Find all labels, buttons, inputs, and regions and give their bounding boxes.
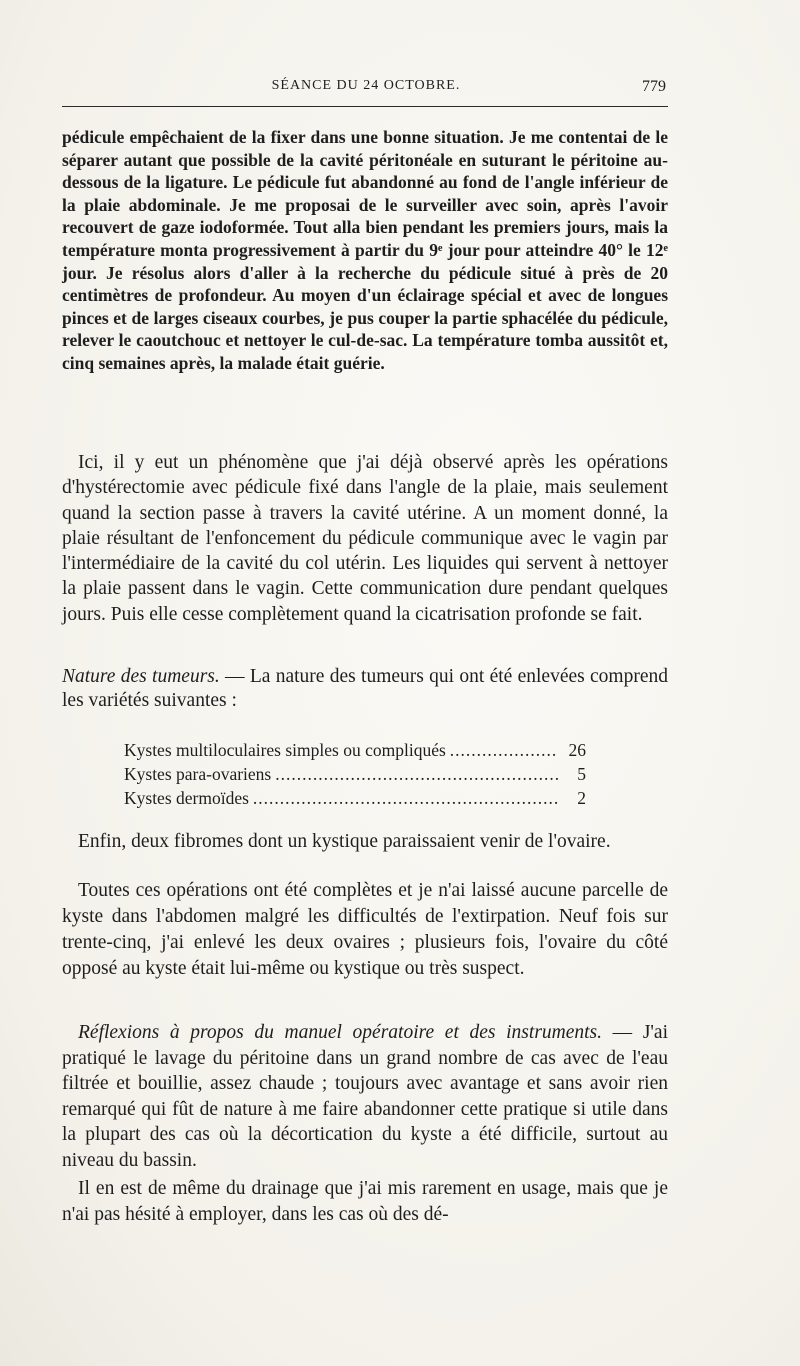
section-heading-reflexions: Réflexions à propos du manuel opératoire et des instruments. (78, 1022, 603, 1043)
row-label: Kystes multiloculaires simples ou compliqués (124, 740, 446, 760)
row-count: 26 (568, 740, 586, 760)
leader-dots (275, 762, 558, 786)
paragraph-reflexions-text: — J'ai pratiqué le lavage du péritoine dans un grand nombre de cas avec de l'eau filtrée et bouillie, assez chaude ; toujours avec avantage et sans avoir rien remarqué qui fût de nature à me faire abandonner cette pratique si utile dans la plupart des cas où la décortication du kyste a été difficile, surtout au niveau du bassin. (62, 1022, 668, 1171)
running-title: SÉANCE DU 24 OCTOBRE. (271, 78, 461, 93)
row-label: Kystes para-ovariens (124, 764, 272, 784)
paragraph-drainage: Il en est de même du drainage que j'ai mis rarement en usage, mais que je n'ai pas hésité à employer, dans les cas où des dé- (62, 1178, 668, 1225)
table-row (124, 786, 586, 810)
paragraph-reflexions (62, 1020, 668, 1173)
table-row (124, 738, 586, 762)
paragraph-fibromes: Enfin, deux fibromes dont un kystique paraissaient venir de l'ovaire. (78, 831, 611, 852)
leader-dots (253, 786, 558, 810)
page-number: 779 (642, 78, 666, 95)
section-heading-nature: Nature des tumeurs. (62, 666, 220, 687)
paragraph-nature-text: — La nature des tumeurs qui ont été enlevées comprend les variétés suivantes : (62, 666, 668, 711)
paragraph-phenomene: Ici, il y eut un phénomène que j'ai déjà observé après les opérations d'hystérectomie avec pédicule fixé dans l'angle de la plaie, mais seulement quand la section passe à travers la cavité utérine. A un moment donné, la plaie résultant de l'enfoncement du pédicule communique avec le vagin par l'intermédiaire de la cavité du col utérin. Les liquides qui servent à nettoyer la plaie passent dans le vagin. Cette communication dure pendant quelques jours. Puis elle cesse complètement quand la cicatrisation profonde se fait. (62, 452, 668, 625)
header-rule (62, 106, 668, 107)
leader-dots (450, 738, 558, 762)
paragraph-nature-des-tumeurs (62, 665, 668, 713)
paragraph-pedicule: pédicule empêchaient de la fixer dans une bonne situation. Je me contentai de le séparer autant que possible de la cavité péritonéale en suturant le péritoine au-dessous de la ligature. Le pédicule fut abandonné au fond de l'angle inférieur de la plaie abdominale. Je me proposai de le surveiller avec soin, après l'avoir recouvert de gaze iodoformée. Tout alla bien pendant les premiers jours, mais la température monta progressivement à partir du 9ᵉ jour pour atteindre 40° le 12ᵉ jour. Je résolus alors d'aller à la recherche du pédicule situé à près de 20 centimètres de profondeur. Au moyen d'un éclairage spécial et avec de longues pinces et de larges ciseaux courbes, je pus couper la partie sphacélée du pédicule, relever le caoutchouc et nettoyer le cul-de-sac. La température tomba aussitôt et, cinq semaines après, la malade était guérie. (62, 127, 668, 373)
paragraph-operations-completes: Toutes ces opérations ont été complètes et je n'ai laissé aucune parcelle de kyste dans l'abdomen malgré les difficultés de l'extirpation. Neuf fois sur trente-cinq, j'ai enlevé les deux ovaires ; plusieurs fois, l'ovaire du côté opposé au kyste était lui-même ou kystique ou très suspect. (62, 880, 668, 979)
table-row (124, 762, 586, 786)
row-count: 5 (577, 764, 586, 784)
row-label: Kystes dermoïdes (124, 788, 249, 808)
row-count: 2 (577, 788, 586, 808)
running-head (62, 78, 670, 100)
tumor-table (124, 738, 586, 810)
